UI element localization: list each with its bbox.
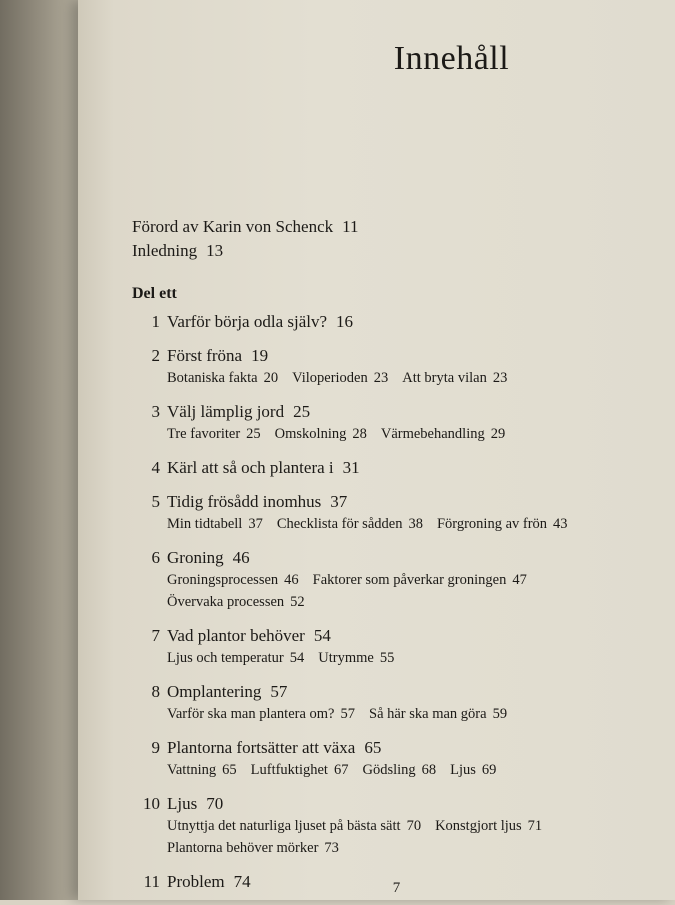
subsection-item bbox=[437, 516, 568, 532]
chapter-entry bbox=[132, 311, 652, 333]
subsection-title: Gödsling bbox=[362, 762, 416, 778]
chapter-page: 16 bbox=[336, 312, 354, 331]
subsection-item bbox=[313, 572, 527, 588]
chapter-title: Först fröna bbox=[167, 346, 243, 365]
subsection-title: Plantorna behöver mörker bbox=[167, 840, 319, 856]
subsection-list bbox=[167, 569, 652, 613]
subsection-page: 20 bbox=[263, 370, 279, 386]
chapter-entry bbox=[132, 625, 652, 669]
chapter-page: 65 bbox=[364, 738, 382, 757]
front-matter-list bbox=[132, 215, 652, 263]
subsection-page: 68 bbox=[421, 762, 437, 778]
subsection-title: Varför ska man plantera om? bbox=[167, 706, 335, 722]
subsection-page: 23 bbox=[492, 370, 508, 386]
chapter-number: 6 bbox=[151, 548, 160, 567]
subsection-item bbox=[318, 650, 394, 666]
subsection-page: 69 bbox=[481, 762, 497, 778]
section-heading: Del ett bbox=[132, 285, 177, 302]
chapter-number: 2 bbox=[151, 346, 160, 365]
subsection-item bbox=[292, 370, 388, 386]
subsection-page: 59 bbox=[492, 706, 508, 722]
chapter-heading bbox=[132, 345, 652, 367]
subsection-list bbox=[167, 703, 652, 725]
chapter-title: Kärl att så och plantera i bbox=[167, 458, 334, 477]
subsection-page: 54 bbox=[289, 650, 305, 666]
subsection-title: Så här ska man göra bbox=[369, 706, 487, 722]
subsection-line bbox=[167, 647, 652, 669]
chapter-page: 37 bbox=[330, 492, 348, 511]
subsection-item bbox=[251, 762, 349, 778]
chapter-number: 8 bbox=[151, 682, 160, 701]
chapter-number: 9 bbox=[151, 738, 160, 757]
book-page bbox=[78, 0, 675, 900]
subsection-item bbox=[167, 762, 237, 778]
subsection-page: 23 bbox=[373, 370, 389, 386]
chapter-entry bbox=[132, 737, 652, 781]
chapter-page: 19 bbox=[251, 346, 269, 365]
subsection-title: Konstgjort ljus bbox=[435, 818, 522, 834]
subsection-item bbox=[167, 572, 299, 588]
chapter-list bbox=[132, 311, 652, 893]
subsection-title: Luftfuktighet bbox=[250, 762, 328, 778]
subsection-title: Värmebehandling bbox=[380, 426, 485, 442]
subsection-line bbox=[167, 815, 652, 837]
subsection-item bbox=[369, 706, 507, 722]
chapter-heading bbox=[132, 737, 652, 759]
chapter-number: 1 bbox=[151, 312, 160, 331]
subsection-title: Groningsprocessen bbox=[167, 572, 279, 588]
subsection-page: 25 bbox=[246, 426, 261, 442]
front-matter-item bbox=[132, 239, 652, 263]
subsection-line bbox=[167, 569, 652, 591]
subsection-page: 57 bbox=[340, 706, 355, 722]
subsection-page: 65 bbox=[222, 762, 237, 778]
chapter-number: 5 bbox=[151, 492, 160, 511]
subsection-title: Ljus bbox=[450, 762, 476, 778]
subsection-item bbox=[450, 762, 496, 778]
chapter-page: 57 bbox=[270, 682, 288, 701]
subsection-item bbox=[275, 426, 367, 442]
chapter-page: 54 bbox=[313, 626, 331, 645]
subsection-title: Omskolning bbox=[274, 426, 347, 442]
subsection-page: 73 bbox=[324, 840, 339, 856]
chapter-title: Groning bbox=[167, 548, 224, 567]
subsection-page: 43 bbox=[553, 516, 568, 532]
subsection-item bbox=[167, 594, 305, 610]
subsection-title: Förgroning av frön bbox=[436, 516, 548, 532]
chapter-heading bbox=[132, 311, 652, 333]
chapter-heading bbox=[132, 681, 652, 703]
subsection-item bbox=[167, 516, 263, 532]
chapter-heading bbox=[132, 547, 652, 569]
subsection-item bbox=[167, 426, 261, 442]
page-title: Innehåll bbox=[393, 40, 510, 77]
subsection-title: Min tidtabell bbox=[167, 516, 243, 532]
chapter-number: 10 bbox=[143, 794, 160, 813]
subsection-line bbox=[167, 591, 652, 613]
subsection-page: 47 bbox=[512, 572, 527, 588]
subsection-line bbox=[167, 759, 652, 781]
subsection-list bbox=[167, 759, 652, 781]
subsection-item bbox=[381, 426, 505, 442]
subsection-title: Checklista för sådden bbox=[276, 516, 403, 532]
subsection-title: Utnyttja det naturliga ljuset på bästa sätt bbox=[167, 818, 401, 834]
subsection-item bbox=[167, 706, 355, 722]
chapter-heading bbox=[132, 625, 652, 647]
subsection-list bbox=[167, 815, 652, 859]
chapter-title: Välj lämplig jord bbox=[167, 402, 285, 421]
subsection-page: 70 bbox=[406, 818, 422, 834]
chapter-heading bbox=[132, 793, 652, 815]
subsection-line bbox=[167, 513, 652, 535]
chapter-entry bbox=[132, 345, 652, 389]
subsection-page: 46 bbox=[284, 572, 299, 588]
subsection-page: 28 bbox=[352, 426, 367, 442]
chapter-page: 25 bbox=[293, 402, 311, 421]
chapter-page: 74 bbox=[233, 872, 251, 891]
subsection-line bbox=[167, 837, 652, 859]
chapter-title: Plantorna fortsätter att växa bbox=[167, 738, 356, 757]
subsection-page: 29 bbox=[490, 426, 506, 442]
subsection-page: 52 bbox=[290, 594, 305, 610]
chapter-title: Omplantering bbox=[167, 682, 262, 701]
chapter-entry bbox=[132, 681, 652, 725]
subsection-page: 55 bbox=[379, 650, 395, 666]
front-matter-item bbox=[132, 215, 652, 239]
page-number: 7 bbox=[392, 880, 401, 896]
subsection-list bbox=[167, 513, 652, 535]
front-matter-title: Förord av Karin von Schenck bbox=[132, 217, 334, 236]
subsection-page: 38 bbox=[408, 516, 423, 532]
chapter-entry bbox=[132, 457, 652, 479]
subsection-title: Utrymme bbox=[318, 650, 374, 666]
subsection-list bbox=[167, 647, 652, 669]
chapter-title: Tidig frösådd inomhus bbox=[167, 492, 322, 511]
table-of-contents bbox=[132, 215, 652, 905]
chapter-title: Ljus bbox=[167, 794, 198, 813]
subsection-item bbox=[167, 370, 278, 386]
subsection-title: Botaniska fakta bbox=[167, 370, 258, 386]
chapter-page: 46 bbox=[232, 548, 250, 567]
chapter-heading bbox=[132, 491, 652, 513]
subsection-item bbox=[277, 516, 423, 532]
subsection-item bbox=[167, 840, 339, 856]
subsection-line bbox=[167, 703, 652, 725]
subsection-page: 67 bbox=[333, 762, 349, 778]
subsection-page: 71 bbox=[527, 818, 543, 834]
subsection-line bbox=[167, 423, 652, 445]
chapter-number: 7 bbox=[151, 626, 160, 645]
subsection-title: Ljus och temperatur bbox=[167, 650, 284, 666]
chapter-title: Problem bbox=[167, 872, 225, 891]
subsection-title: Faktorer som påverkar groningen bbox=[312, 572, 507, 588]
subsection-item bbox=[362, 762, 436, 778]
front-matter-page: 13 bbox=[206, 241, 224, 260]
chapter-title: Vad plantor behöver bbox=[167, 626, 305, 645]
subsection-page: 37 bbox=[248, 516, 263, 532]
subsection-title: Övervaka processen bbox=[167, 594, 285, 610]
subsection-item bbox=[167, 818, 421, 834]
chapter-number: 4 bbox=[151, 458, 160, 477]
subsection-title: Viloperioden bbox=[292, 370, 368, 386]
chapter-heading bbox=[132, 401, 652, 423]
chapter-entry bbox=[132, 491, 652, 535]
subsection-title: Vattning bbox=[167, 762, 217, 778]
chapter-heading bbox=[132, 457, 652, 479]
chapter-entry bbox=[132, 401, 652, 445]
chapter-number: 3 bbox=[151, 402, 160, 421]
chapter-entry bbox=[132, 793, 652, 859]
chapter-entry bbox=[132, 547, 652, 613]
subsection-list bbox=[167, 423, 652, 445]
chapter-title: Varför börja odla själv? bbox=[167, 312, 328, 331]
subsection-line bbox=[167, 367, 652, 389]
subsection-item bbox=[402, 370, 507, 386]
front-matter-title: Inledning bbox=[132, 241, 198, 260]
chapter-page: 70 bbox=[206, 794, 224, 813]
chapter-page: 31 bbox=[342, 458, 360, 477]
front-matter-page: 11 bbox=[342, 217, 359, 236]
subsection-title: Att bryta vilan bbox=[402, 370, 487, 386]
chapter-number: 11 bbox=[143, 872, 160, 891]
subsection-item bbox=[435, 818, 542, 834]
subsection-list bbox=[167, 367, 652, 389]
subsection-item bbox=[167, 650, 304, 666]
subsection-title: Tre favoriter bbox=[167, 426, 241, 442]
